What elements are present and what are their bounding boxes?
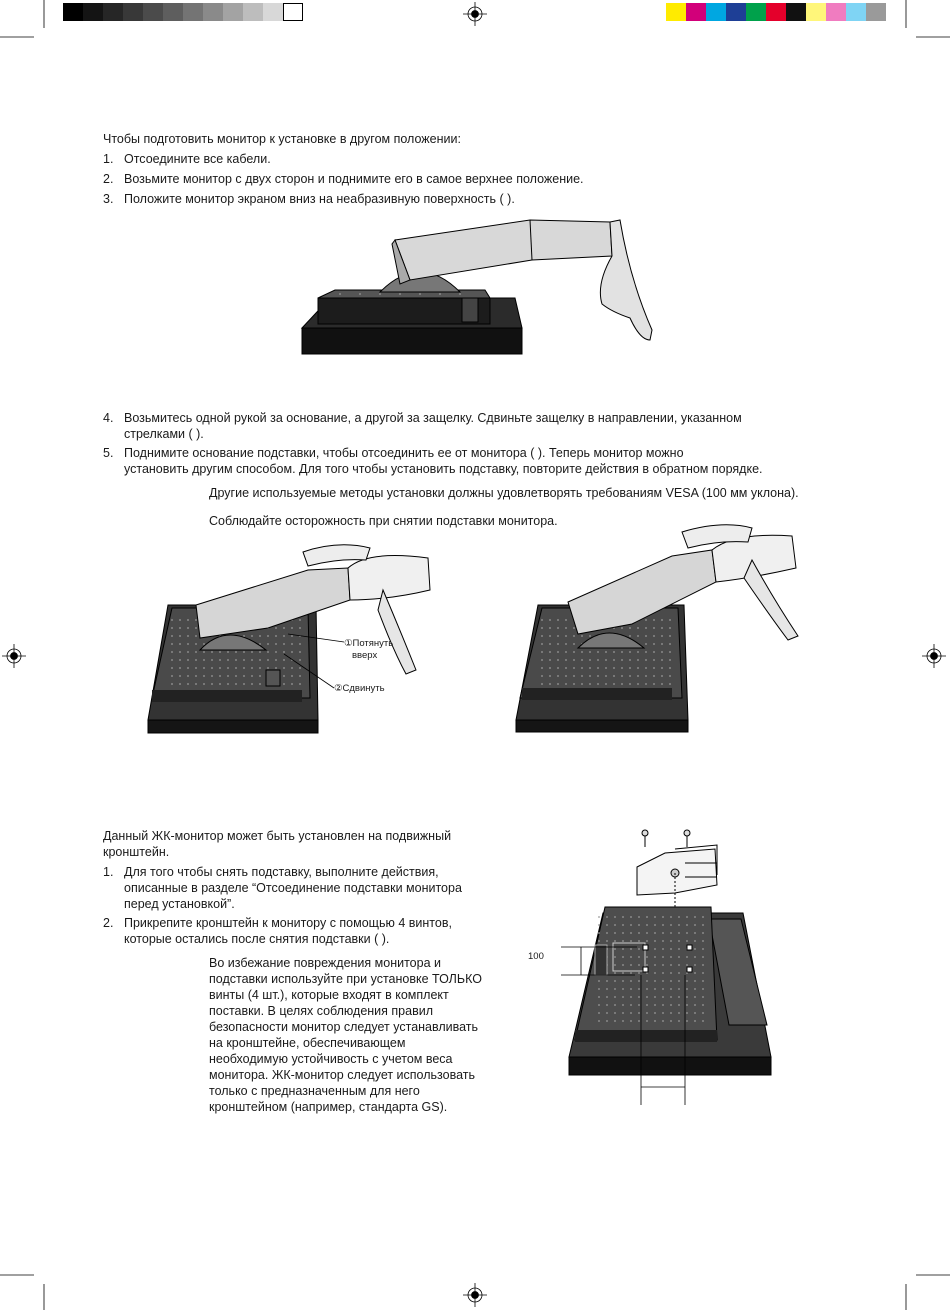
registration-mark-right [922, 644, 946, 668]
section3-intro: Данный ЖК-монитор может быть установлен на подвижный [103, 829, 452, 843]
warning-line: на кронштейне, обеспечивающем [209, 1036, 406, 1050]
step-text: установить другим способом. Для того чтобы установить подставку, повторите действия в обратном порядке. [124, 462, 763, 476]
section1-intro: Чтобы подготовить монитор к установке в другом положении: [103, 132, 461, 146]
section3-intro: кронштейн. [103, 845, 170, 859]
step-text: перед установкой”. [124, 897, 235, 911]
step-text: описанные в разделе “Отсоединение подставки монитора [124, 881, 462, 895]
step-text: стрелками ( ). [124, 427, 204, 441]
step-text: Отсоедините все кабели. [124, 152, 271, 166]
vesa-note: Другие используемые методы установки должны удовлетворять требованиям VESA (100 мм уклона). [209, 486, 799, 500]
step-text: которые остались после снятия подставки ( ). [124, 932, 390, 946]
warning-line: подставки используйте при установке ТОЛЬКО [209, 972, 482, 986]
registration-mark-top [463, 2, 487, 26]
step-text: Поднимите основание подставки, чтобы отсоединить ее от монитора ( ). Теперь монитор можно [124, 446, 684, 460]
step-text: Прикрепите кронштейн к монитору с помощью 4 винтов, [124, 916, 452, 930]
warning-line: только с предназначенным для него [209, 1084, 420, 1098]
warning-line: Во избежание повреждения монитора и [209, 956, 441, 970]
step-number: 3. [103, 192, 114, 206]
step-text: Положите монитор экраном вниз на неабразивную поверхность ( ). [124, 192, 515, 206]
warning-line: безопасности монитор следует устанавливать [209, 1020, 479, 1034]
warning-line: поставки. В целях соблюдения правил [209, 1004, 433, 1018]
step-number: 2. [103, 172, 114, 186]
screw-icon [642, 830, 690, 847]
slide-label: ②Сдвинуть [334, 683, 385, 694]
step-text: Для того чтобы снять подставку, выполните действия, [124, 865, 439, 879]
step-number: 5. [103, 446, 114, 460]
warning-line: монитора. ЖК-монитор следует использовать [209, 1068, 475, 1082]
dimension-label: 100 [528, 951, 544, 962]
warning-line: кронштейном (например, стандарта GS). [209, 1100, 448, 1114]
pull-up-label: вверх [352, 650, 378, 661]
step-text: Возьмитесь одной рукой за основание, а другой за защелку. Сдвиньте защелку в направлении, указанном [124, 411, 742, 425]
step-number: 1. [103, 152, 114, 166]
step-text: Возьмите монитор с двух сторон и поднимите его в самое верхнее положение. [124, 172, 584, 186]
warning-line: винты (4 шт.), которые входят в комплект [209, 988, 449, 1002]
monitor-facedown-illustration [300, 200, 700, 360]
step-number: 2. [103, 916, 114, 930]
stand-remove-illustration [512, 520, 812, 740]
caution-note: Соблюдайте осторожность при снятии подставки монитора. [209, 514, 558, 528]
vesa-mount-illustration [525, 825, 805, 1115]
warning-line: необходимую устойчивость с учетом веса [209, 1052, 453, 1066]
registration-mark-bottom [463, 1283, 487, 1307]
stand-unlatch-illustration [138, 530, 438, 740]
step-number: 1. [103, 865, 114, 879]
pull-up-label: ①Потянуть [344, 638, 394, 649]
step-number: 4. [103, 411, 114, 425]
registration-mark-left [2, 644, 26, 668]
